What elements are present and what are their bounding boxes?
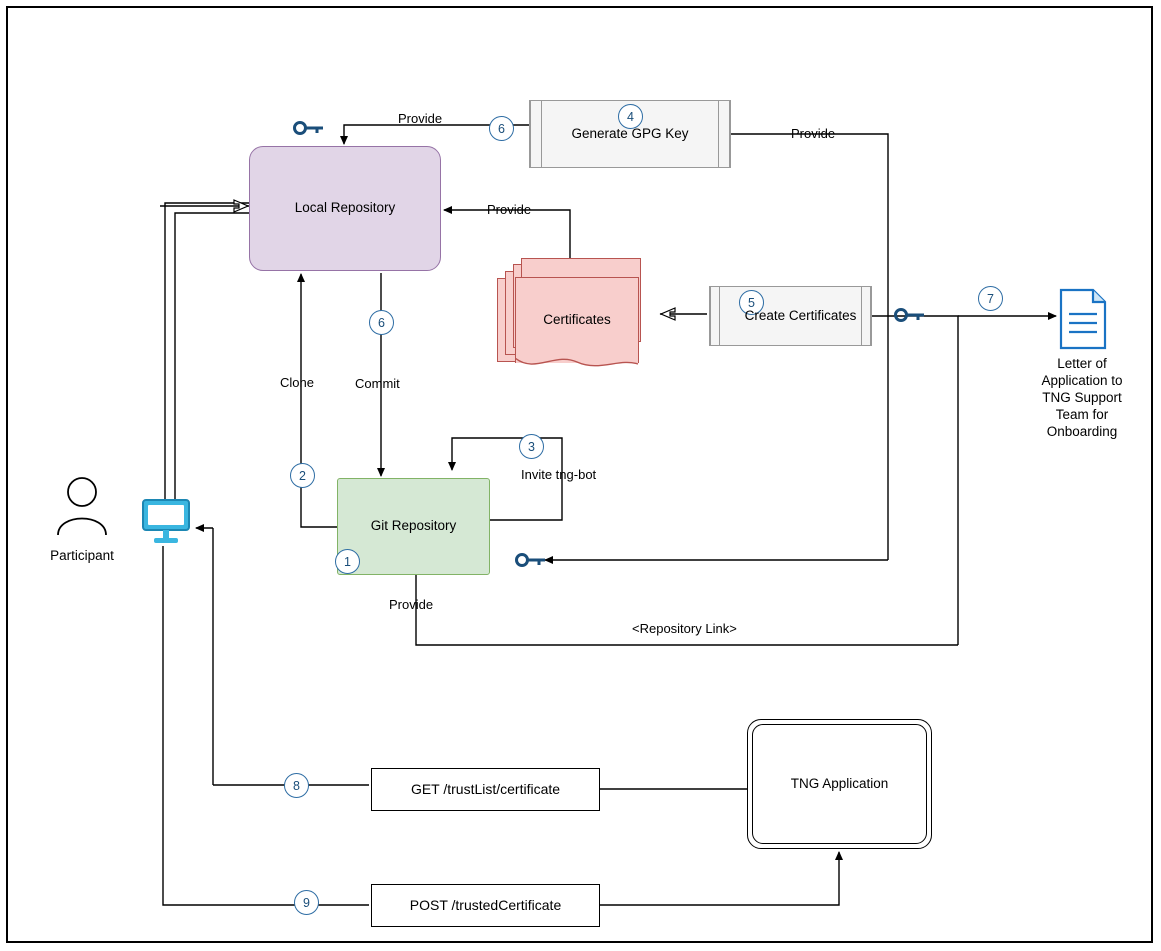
step-badge-7: 7 bbox=[978, 286, 1003, 311]
key-icon bbox=[293, 120, 325, 136]
certificates-front-sheet bbox=[515, 277, 639, 363]
edge-label-provide-certificates: Provide bbox=[487, 202, 532, 217]
document-icon bbox=[1051, 288, 1113, 350]
edge-label-provide-repository: Provide bbox=[389, 597, 434, 612]
step-badge-6-commit: 6 bbox=[369, 310, 394, 335]
certificates-wave-bottom bbox=[515, 358, 639, 372]
edge-label-provide-letter: Provide bbox=[791, 126, 836, 141]
step-badge-6-gpg: 6 bbox=[489, 116, 514, 141]
node-tng-application[interactable] bbox=[747, 719, 932, 849]
edge-label-provide-gpg: Provide bbox=[398, 111, 443, 126]
edge-label-clone: Clone bbox=[280, 375, 314, 390]
letter-of-application[interactable] bbox=[1030, 288, 1134, 440]
letter-label: Letter of Application to TNG Support Team for Onboarding bbox=[1041, 356, 1123, 439]
step-badge-5: 5 bbox=[739, 290, 764, 315]
node-get-trustlist-certificate[interactable] bbox=[371, 768, 600, 811]
participant-actor[interactable] bbox=[40, 475, 124, 563]
step-badge-1: 1 bbox=[335, 549, 360, 574]
post-trusted-certificate-label: POST /trustedCertificate bbox=[409, 896, 562, 913]
create-certificates-label: Create Certificates bbox=[744, 307, 857, 323]
node-create-certificates[interactable] bbox=[709, 286, 872, 346]
step-badge-9: 9 bbox=[294, 890, 319, 915]
local-repository-label: Local Repository bbox=[294, 200, 396, 216]
node-post-trusted-certificate[interactable] bbox=[371, 884, 600, 927]
node-certificates[interactable] bbox=[497, 258, 645, 363]
certificates-label: Certificates bbox=[543, 312, 611, 328]
participant-label: Participant bbox=[50, 548, 114, 563]
monitor-icon[interactable] bbox=[141, 498, 191, 546]
generate-gpg-key-label: Generate GPG Key bbox=[571, 125, 689, 141]
edge-label-commit: Commit bbox=[355, 376, 400, 391]
node-local-repository[interactable] bbox=[249, 146, 441, 271]
step-badge-2: 2 bbox=[290, 463, 315, 488]
person-icon bbox=[40, 475, 124, 537]
step-badge-3: 3 bbox=[519, 434, 544, 459]
step-badge-4: 4 bbox=[618, 104, 643, 129]
edge-label-invite-tng-bot: Invite tng-bot bbox=[521, 467, 597, 482]
get-trustlist-label: GET /trustList/certificate bbox=[410, 780, 561, 797]
git-repository-label: Git Repository bbox=[370, 518, 457, 534]
key-icon bbox=[515, 552, 547, 568]
edge-label-repository-link: <Repository Link> bbox=[632, 621, 737, 636]
tng-application-label: TNG Application bbox=[790, 775, 889, 791]
key-icon bbox=[894, 307, 926, 323]
step-badge-8: 8 bbox=[284, 773, 309, 798]
